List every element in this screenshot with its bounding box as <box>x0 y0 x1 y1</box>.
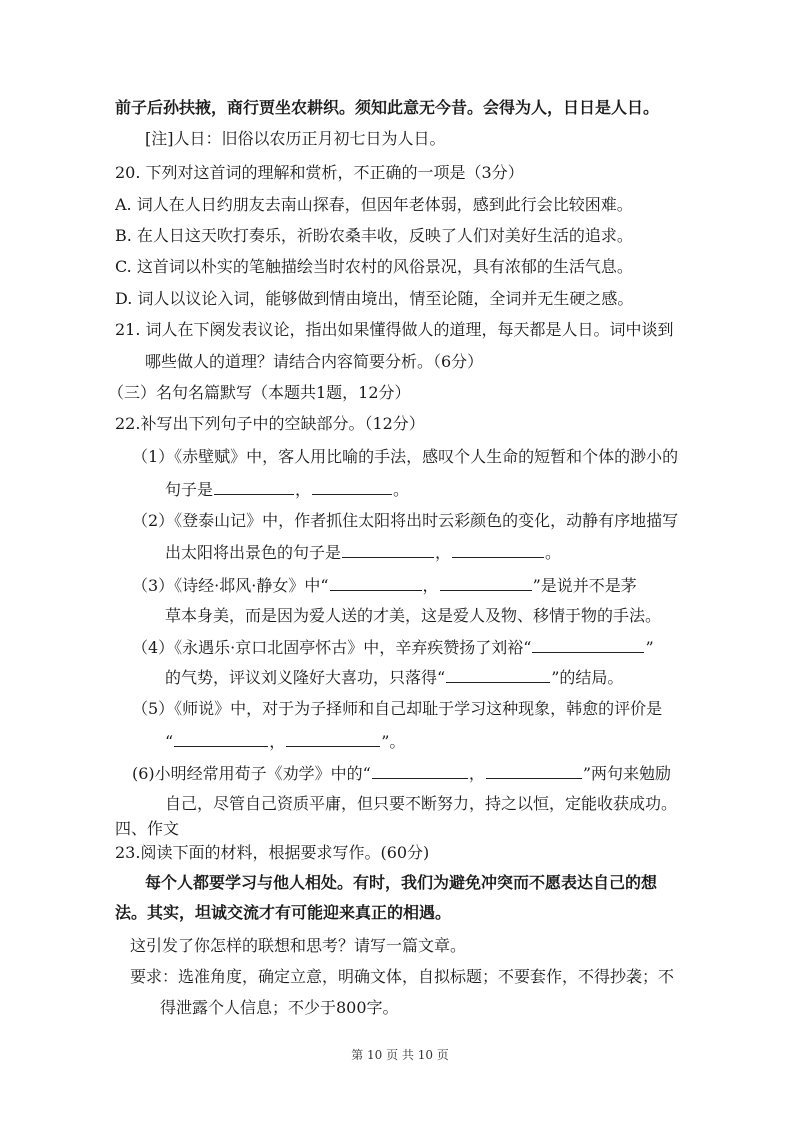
q22-item-2-prefix: 出太阳将出景色的句子是 <box>165 543 342 562</box>
q20-stem: 20. 下列对这首词的理解和赏析，不正确的一项是（3分） <box>115 163 524 182</box>
q22-item-3-suffix: ”是说并不是茅 <box>532 576 637 595</box>
q22-item-2-end: 。 <box>545 543 562 562</box>
q22-item-5-line-1: （5）《师说》中，对于为子择师和自己却耻于学习这种现象，韩愈的评价是 <box>132 699 663 718</box>
q22-item-5-sep: ， <box>269 732 286 751</box>
q20-option-b: B. 在人日这天吹打奏乐，祈盼农桑丰收，反映了人们对美好生活的追求。 <box>115 226 633 245</box>
q22-item-4-line-2 <box>165 666 623 689</box>
q23-requirement-line-2: 得泄露个人信息；不少于800字。 <box>160 998 399 1017</box>
q22-item-5-line-2 <box>165 730 405 753</box>
q21-line-2: 哪些做人的道理？请结合内容简要分析。（6分） <box>145 352 484 371</box>
answer-blank[interactable] <box>286 730 380 747</box>
poem-note: [注]人日：旧俗以农历正月初七日为人日。 <box>145 129 446 148</box>
q22-item-4-close: ” <box>645 638 654 657</box>
answer-blank[interactable] <box>372 762 468 779</box>
page-number: 第 10 页 共 10 页 <box>351 1048 449 1062</box>
q23-requirement-line-1: 要求：选准角度，确定立意，明确文体，自拟标题；不要套作，不得抄袭；不 <box>130 967 675 986</box>
q22-item-3-line-1 <box>132 574 637 597</box>
q22-item-1-line-2 <box>165 478 409 501</box>
answer-blank[interactable] <box>532 636 644 653</box>
answer-blank[interactable] <box>330 574 422 591</box>
q22-item-4-end: ”的结局。 <box>551 668 624 687</box>
q22-item-3-sep: ， <box>422 576 439 595</box>
q22-stem: 22.补写出下列句子中的空缺部分。（12分） <box>115 414 425 433</box>
q22-item-6-line-1 <box>132 762 671 785</box>
q20-option-c: C. 这首词以朴实的笔触描绘当时农村的风俗景况，具有浓郁的生活气息。 <box>115 257 633 276</box>
q20-option-a: A. 词人在人日约朋友去南山探春，但因年老体弱，感到此行会比较困难。 <box>115 195 633 214</box>
answer-blank[interactable] <box>174 730 268 747</box>
q22-item-1-end: 。 <box>393 480 410 499</box>
q22-item-4-prefix: （4）《永遇乐·京口北固亭怀古》中，辛弃疾赞扬了刘裕“ <box>132 638 532 657</box>
q23-stem: 23.阅读下面的材料，根据要求写作。(60分) <box>115 843 430 862</box>
answer-blank[interactable] <box>312 478 392 495</box>
q22-item-3-prefix: （3）《诗经·邶风·静女》中“ <box>132 576 329 595</box>
q23-prompt: 这引发了你怎样的联想和思考？请写一篇文章。 <box>130 936 467 955</box>
q21-line-1: 21. 词人在下阕发表议论，指出如果懂得做人的道理，每天都是人日。词中谈到 <box>115 320 674 339</box>
q22-item-2-sep: ， <box>435 543 452 562</box>
answer-blank[interactable] <box>440 574 532 591</box>
q22-item-5-open: “ <box>165 732 174 751</box>
poem-last-line: 前子后孙扶掖，商行贾坐农耕织。须知此意无今昔。会得为人，日日是人日。 <box>115 98 660 117</box>
q22-item-6-line-2: 自己，尽管自己资质平庸，但只要不断努力，持之以恒，定能收获成功。 <box>165 794 678 813</box>
q22-item-3-line-2: 草本身美，而是因为爱人送的才美，这是爱人及物、移情于物的手法。 <box>165 606 662 625</box>
answer-blank[interactable] <box>214 478 294 495</box>
q20-option-d: D. 词人以议论入词，能够做到情由境出，情至论随，全词并无生硬之感。 <box>115 289 634 308</box>
q22-item-4-line-1 <box>132 636 654 659</box>
q22-item-2-line-1: （2）《登泰山记》中，作者抓住太阳将出时云彩颜色的变化，动静有序地描写 <box>132 511 679 530</box>
q23-material-line-2: 法。其实，坦诚交流才有可能迎来真正的相遇。 <box>115 903 452 922</box>
answer-blank[interactable] <box>452 541 544 558</box>
answer-blank[interactable] <box>486 762 582 779</box>
q22-item-1-prefix: 句子是 <box>165 480 214 499</box>
q22-item-6-prefix: (6)小明经常用荀子《劝学》中的“ <box>132 764 371 783</box>
section-3-heading: （三）名句名篇默写（本题共1题，12分） <box>108 383 411 402</box>
section-4-heading: 四、作文 <box>115 819 180 838</box>
answer-blank[interactable] <box>342 541 434 558</box>
q22-item-4-mid: 的气势，评议刘义隆好大喜功，只落得“ <box>165 668 446 687</box>
q23-material-line-1: 每个人都要学习与他人相处。有时，我们为避免冲突而不愿表达自己的想 <box>145 873 658 892</box>
q22-item-2-line-2 <box>165 541 561 564</box>
q22-item-5-end: ”。 <box>381 732 406 751</box>
q22-item-1-line-1: （1）《赤壁赋》中，客人用比喻的手法，感叹个人生命的短暂和个体的渺小的 <box>132 447 679 466</box>
answer-blank[interactable] <box>446 666 550 683</box>
q22-item-6-suffix: ”两句来勉励 <box>582 764 672 783</box>
q22-item-1-sep: ， <box>295 480 312 499</box>
q22-item-6-sep: ， <box>468 764 485 783</box>
